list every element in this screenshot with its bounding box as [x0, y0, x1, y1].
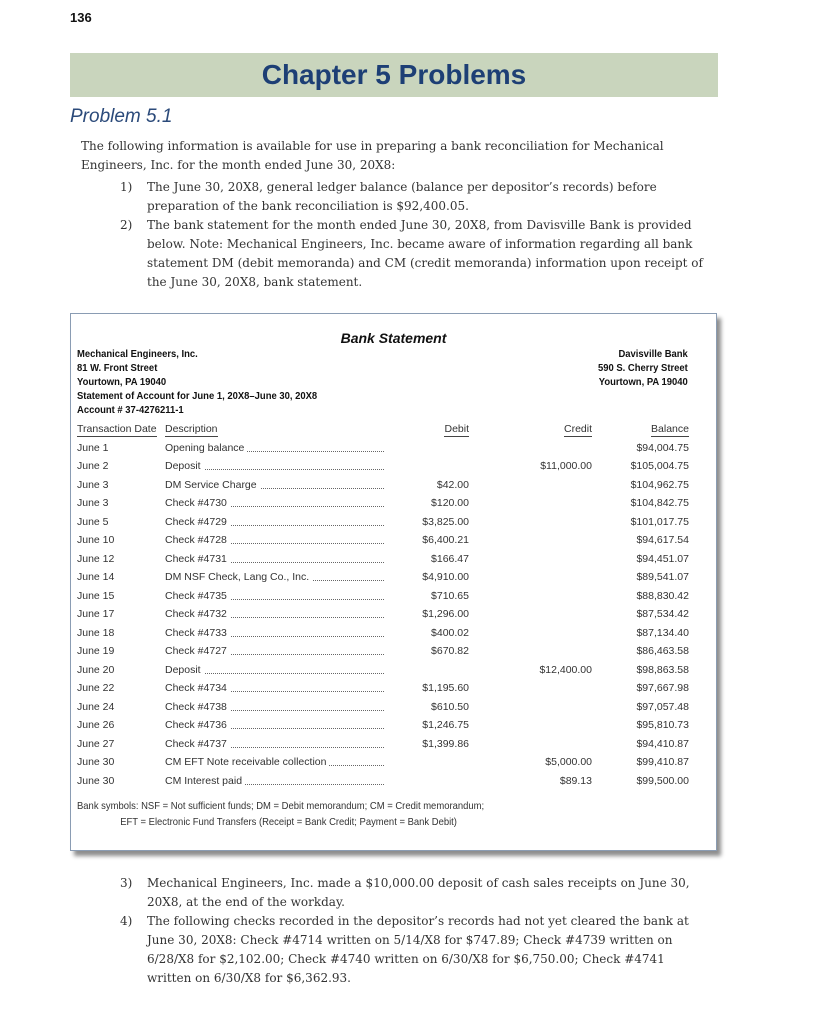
bank-name: Davisville Bank [618, 348, 688, 360]
cell-credit [469, 698, 592, 717]
cell-balance: $94,004.75 [636, 441, 689, 454]
cell-balance: $97,667.98 [636, 682, 689, 695]
cell-date: June 19 [77, 645, 115, 658]
page-number: 136 [70, 10, 92, 25]
table-row [77, 587, 689, 606]
cell-balance: $99,500.00 [636, 774, 689, 787]
cell-balance: $94,617.54 [636, 534, 689, 547]
cell-description-container [165, 661, 390, 680]
cell-date: June 24 [77, 700, 115, 713]
cell-description: Check #4734 [165, 682, 230, 694]
table-row [77, 439, 689, 458]
cell-debit: $3,825.00 [422, 515, 469, 528]
list-item-text: The bank statement for the month ended June 30, 20X8, from Davisville Bank is provided below. Note: Mechanical Engineers, Inc. became aware of information regarding all bank statement DM (debit memoranda) and CM (credit memoranda) information upon receipt of the June 30, 20X8, bank statement. [147, 218, 703, 289]
table-row [77, 624, 689, 643]
table-row [77, 476, 689, 495]
cell-debit: $670.82 [431, 645, 469, 658]
cell-description-container [165, 735, 390, 754]
list-item-number: 1) [120, 180, 133, 194]
cell-description-container [165, 476, 390, 495]
list-item [120, 216, 710, 292]
table-row [77, 494, 689, 513]
list-item-text: The June 30, 20X8, general ledger balance (balance per depositor’s records) before preparation of the bank reconciliation is $92,400.05. [147, 180, 657, 213]
legend-line-2: EFT = Electronic Fund Transfers (Receipt = Bank Credit; Payment = Bank Debit) [120, 816, 457, 828]
cell-description: Deposit [165, 664, 204, 676]
cell-credit [469, 605, 592, 624]
table-row [77, 679, 689, 698]
cell-balance: $98,863.58 [636, 663, 689, 676]
table-row [77, 716, 689, 735]
cell-date: June 30 [77, 756, 115, 769]
table-row [77, 531, 689, 550]
cell-balance: $99,410.87 [636, 756, 689, 769]
cell-description-container [165, 624, 390, 643]
cell-debit: $4,910.00 [422, 571, 469, 584]
cell-debit [390, 457, 469, 476]
cell-debit: $166.47 [431, 552, 469, 565]
cell-description-container [165, 587, 390, 606]
company-info [77, 347, 317, 417]
cell-date: June 14 [77, 571, 115, 584]
numbered-list-after [120, 874, 710, 988]
cell-date: June 3 [77, 478, 109, 491]
bank-symbols-legend [77, 798, 484, 830]
table-row [77, 513, 689, 532]
header-date: Transaction Date [77, 423, 157, 436]
table-row [77, 735, 689, 754]
cell-date: June 10 [77, 534, 115, 547]
cell-description: Check #4736 [165, 719, 230, 731]
bank-statement [70, 313, 717, 851]
bank-street: 590 S. Cherry Street [598, 362, 688, 374]
cell-credit: $11,000.00 [540, 460, 592, 473]
cell-description-container [165, 494, 390, 513]
chapter-banner [70, 53, 718, 97]
bank-city: Yourtown, PA 19040 [598, 376, 688, 388]
cell-credit [469, 679, 592, 698]
list-item-number: 4) [120, 914, 133, 928]
cell-date: June 26 [77, 719, 115, 732]
cell-credit: $12,400.00 [539, 663, 592, 676]
cell-date: June 17 [77, 608, 115, 621]
table-row [77, 642, 689, 661]
cell-balance: $104,962.75 [630, 478, 689, 491]
cell-description-container [165, 605, 390, 624]
cell-description: Check #4735 [165, 590, 230, 602]
cell-balance: $87,134.40 [636, 626, 689, 639]
table-header-row [77, 420, 689, 439]
cell-description-container [165, 716, 390, 735]
cell-credit [469, 513, 592, 532]
cell-description: DM NSF Check, Lang Co., Inc. [165, 571, 312, 583]
cell-debit: $710.65 [431, 589, 469, 602]
cell-debit: $610.50 [431, 700, 469, 713]
cell-date: June 3 [77, 497, 109, 510]
cell-date: June 20 [77, 663, 115, 676]
cell-debit: $120.00 [431, 497, 469, 510]
cell-date: June 2 [77, 460, 109, 473]
cell-debit: $6,400.21 [422, 534, 469, 547]
cell-description: Check #4738 [165, 701, 230, 713]
list-item-number: 3) [120, 876, 133, 890]
cell-credit [469, 568, 592, 587]
cell-credit [469, 531, 592, 550]
cell-description: Check #4727 [165, 645, 230, 657]
cell-description: Check #4728 [165, 534, 230, 546]
statement-title: Bank Statement [340, 330, 447, 346]
chapter-title: Chapter 5 Problems [261, 59, 527, 90]
cell-debit [390, 661, 469, 680]
cell-date: June 1 [77, 441, 109, 454]
company-name: Mechanical Engineers, Inc. [77, 348, 198, 360]
list-item-text: Mechanical Engineers, Inc. made a $10,000.00 deposit of cash sales receipts on June 30, 20X8, at the end of the workday. [147, 876, 690, 909]
cell-description: Check #4733 [165, 627, 230, 639]
cell-description-container [165, 642, 390, 661]
cell-description: DM Service Charge [165, 479, 260, 491]
header-debit: Debit [444, 423, 469, 436]
legend-line-1: Bank symbols: NSF = Not sufficient funds; DM = Debit memorandum; CM = Credit memorandum; [77, 800, 485, 812]
cell-credit [469, 550, 592, 569]
list-item [120, 912, 710, 988]
cell-description-container [165, 513, 390, 532]
bank-info [598, 347, 688, 389]
header-credit: Credit [563, 423, 592, 436]
cell-debit [390, 772, 469, 791]
cell-date: June 30 [77, 774, 115, 787]
cell-credit [469, 494, 592, 513]
cell-date: June 5 [77, 515, 109, 528]
cell-description: Check #4732 [165, 608, 230, 620]
cell-balance: $86,463.58 [636, 645, 689, 658]
table-row [77, 772, 689, 791]
cell-description-container [165, 698, 390, 717]
cell-credit [469, 642, 592, 661]
cell-balance: $104,842.75 [630, 497, 689, 510]
intro-paragraph: The following information is available for use in preparing a bank reconciliation for Mechanical Engineers, Inc. for the month ended June 30, 20X8: [81, 139, 664, 172]
cell-credit [469, 716, 592, 735]
transaction-table [77, 420, 689, 790]
cell-description-container [165, 772, 390, 791]
cell-credit [469, 439, 592, 458]
cell-description-container [165, 550, 390, 569]
cell-credit: $5,000.00 [545, 756, 592, 769]
cell-date: June 27 [77, 737, 115, 750]
cell-balance: $94,410.87 [636, 737, 689, 750]
list-item-text: The following checks recorded in the depositor’s records had not yet cleared the bank at June 30, 20X8: Check #4714 written on 5/14/X8 for $747.89; Check #4739 written on 6/28/X8 for $2,102.00; Check #4740 written on 6/30/X8 for $6,750.00; Check #4741 written on 6/30/X8 for $6,362.93. [147, 914, 689, 985]
numbered-list-before [120, 178, 710, 292]
account-number: Account # 37-4276211-1 [77, 404, 184, 416]
cell-credit [469, 735, 592, 754]
cell-credit [469, 476, 592, 495]
cell-debit: $1,246.75 [422, 719, 469, 732]
cell-debit: $1,399.86 [422, 737, 469, 750]
table-row [77, 698, 689, 717]
cell-description: Check #4731 [165, 553, 230, 565]
cell-description: Deposit [165, 460, 204, 472]
cell-debit: $400.02 [431, 626, 469, 639]
cell-description: Check #4737 [165, 738, 230, 750]
cell-description-container [165, 568, 390, 587]
cell-debit: $42.00 [436, 478, 469, 491]
cell-balance: $88,830.42 [636, 589, 689, 602]
table-row [77, 550, 689, 569]
list-item-number: 2) [120, 218, 133, 232]
cell-description-container [165, 531, 390, 550]
cell-balance: $87,534.42 [636, 608, 689, 621]
cell-debit: $1,195.60 [422, 682, 469, 695]
cell-credit [469, 587, 592, 606]
cell-date: June 18 [77, 626, 115, 639]
table-row [77, 661, 689, 680]
company-city: Yourtown, PA 19040 [77, 376, 167, 388]
cell-balance: $94,451.07 [636, 552, 689, 565]
cell-description: Check #4730 [165, 497, 230, 509]
cell-description: CM Interest paid [165, 775, 245, 787]
cell-balance: $105,004.75 [630, 460, 689, 473]
table-row [77, 568, 689, 587]
list-item [120, 874, 710, 912]
cell-debit [390, 439, 469, 458]
cell-debit: $1,296.00 [422, 608, 469, 621]
cell-balance: $97,057.48 [636, 700, 689, 713]
table-row [77, 753, 689, 772]
problem-title: Problem 5.1 [70, 106, 173, 127]
company-street: 81 W. Front Street [77, 362, 158, 374]
cell-description-container [165, 457, 390, 476]
cell-description: Check #4729 [165, 516, 230, 528]
cell-balance: $89,541.07 [636, 571, 689, 584]
cell-date: June 15 [77, 589, 115, 602]
table-row [77, 605, 689, 624]
table-row [77, 457, 689, 476]
cell-balance: $95,810.73 [636, 719, 689, 732]
cell-credit [469, 624, 592, 643]
cell-date: June 22 [77, 682, 115, 695]
list-item [120, 178, 710, 216]
cell-description: CM EFT Note receivable collection [165, 756, 329, 768]
statement-period: Statement of Account for June 1, 20X8–June 30, 20X8 [77, 390, 318, 402]
cell-description: Opening balance [165, 442, 247, 454]
header-balance: Balance [651, 423, 689, 436]
header-description: Description [165, 423, 218, 436]
cell-description-container [165, 439, 390, 458]
cell-debit [390, 753, 469, 772]
cell-credit: $89.13 [559, 774, 592, 787]
cell-date: June 12 [77, 552, 115, 565]
cell-balance: $101,017.75 [630, 515, 689, 528]
cell-description-container [165, 679, 390, 698]
cell-description-container [165, 753, 390, 772]
